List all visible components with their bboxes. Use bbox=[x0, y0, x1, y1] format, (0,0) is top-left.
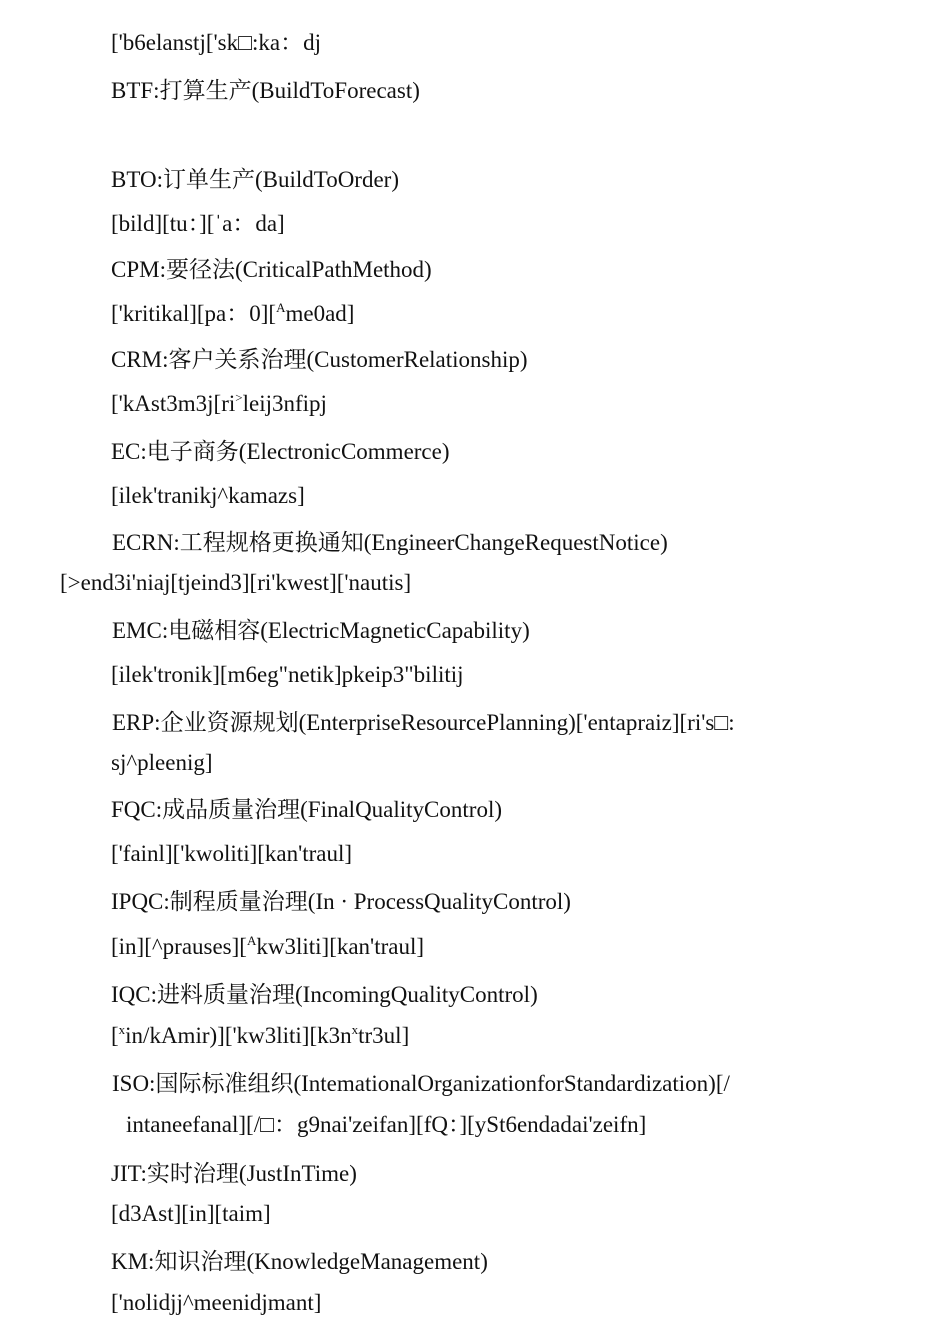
term-km: KM:知识治理(KnowledgeManagement) bbox=[111, 1249, 488, 1274]
term-fqc: FQC:成品质量治理(FinalQualityControl) bbox=[111, 797, 502, 822]
phonetic-cpm-superscript: A bbox=[276, 300, 286, 315]
term-crm: CRM:客户关系治理(CustomerRelationship) bbox=[111, 347, 528, 372]
term-ec: EC:电子商务(ElectronicCommerce) bbox=[111, 439, 450, 464]
phonetic-ec: [ilek'tranikj^kamazs] bbox=[111, 483, 305, 508]
term-iqc: IQC:进料质量治理(IncomingQualityControl) bbox=[111, 982, 538, 1007]
phonetic-crm-part1: ['kAst3m3j[ri bbox=[111, 391, 236, 416]
term-ecrn: ECRN:工程规格更换通知(EngineerChangeRequestNotice) bbox=[112, 530, 668, 555]
phonetic-line: ['b6elanstj['sk□:ka：dj bbox=[111, 30, 321, 55]
phonetic-ipqc-part1: [in][^prauses][ bbox=[111, 934, 247, 959]
phonetic-ipqc-superscript: A bbox=[246, 933, 257, 948]
phonetic-iqc-part1: [ bbox=[111, 1023, 119, 1048]
phonetic-crm bbox=[111, 392, 327, 415]
term-ipqc: IPQC:制程质量治理(In · ProcessQualityControl) bbox=[111, 889, 571, 914]
phonetic-crm-superscript: > bbox=[235, 390, 243, 405]
phonetic-iqc-part3: tr3ul] bbox=[358, 1023, 410, 1048]
phonetic-bto: [bild][tu：][ˈa：da] bbox=[111, 211, 285, 236]
term-bto: BTO:订单生产(BuildToOrder) bbox=[111, 167, 399, 192]
phonetic-ecrn: [>end3i'niaj[tjeind3][ri'kwest]['nautis] bbox=[60, 570, 412, 595]
phonetic-cpm-part1: ['kritikal][pa：0][ bbox=[111, 301, 277, 326]
phonetic-emc: [ilek'tronik][m6eg"netik]pkeip3"bilitij bbox=[111, 662, 464, 687]
phonetic-jit: [d3Ast][in][taim] bbox=[111, 1201, 271, 1226]
phonetic-iso: intaneefanal][/□：g9nai'zeifan][fQ：][ySt6endadai'zeifn] bbox=[126, 1112, 647, 1137]
phonetic-iqc-part2: in/kAmir)]['kw3liti][k3n bbox=[125, 1023, 352, 1048]
phonetic-cpm bbox=[111, 302, 354, 325]
term-cpm: CPM:要径法(CriticalPathMethod) bbox=[111, 257, 432, 282]
phonetic-cpm-part2: me0ad] bbox=[285, 301, 355, 326]
term-erp: ERP:企业资源规划(EnterpriseResourcePlanning)['entapraiz][ri's□: bbox=[112, 710, 735, 735]
phonetic-fqc: ['fainl]['kwoliti][kan'traul] bbox=[111, 841, 353, 866]
phonetic-iqc-superscript-1: x bbox=[118, 1022, 126, 1037]
term-jit: JIT:实时治理(JustInTime) bbox=[111, 1161, 357, 1186]
phonetic-km: ['nolidjj^meenidjmant] bbox=[111, 1290, 322, 1315]
term-emc: EMC:电磁相容(ElectricMagneticCapability) bbox=[112, 618, 530, 643]
phonetic-ipqc bbox=[111, 935, 424, 958]
phonetic-iqc-superscript-2: x bbox=[351, 1022, 359, 1037]
term-btf: BTF:打算生产(BuildToForecast) bbox=[111, 78, 420, 103]
phonetic-erp-continued: sj^pleenig] bbox=[111, 750, 213, 775]
phonetic-ipqc-part2: kw3liti][kan'traul] bbox=[256, 934, 425, 959]
term-iso: ISO:国际标准组织(IntemationalOrganizationforStandardization)[/ bbox=[112, 1071, 730, 1096]
phonetic-crm-part2: leij3nfipj bbox=[242, 391, 327, 416]
phonetic-iqc bbox=[111, 1024, 409, 1047]
